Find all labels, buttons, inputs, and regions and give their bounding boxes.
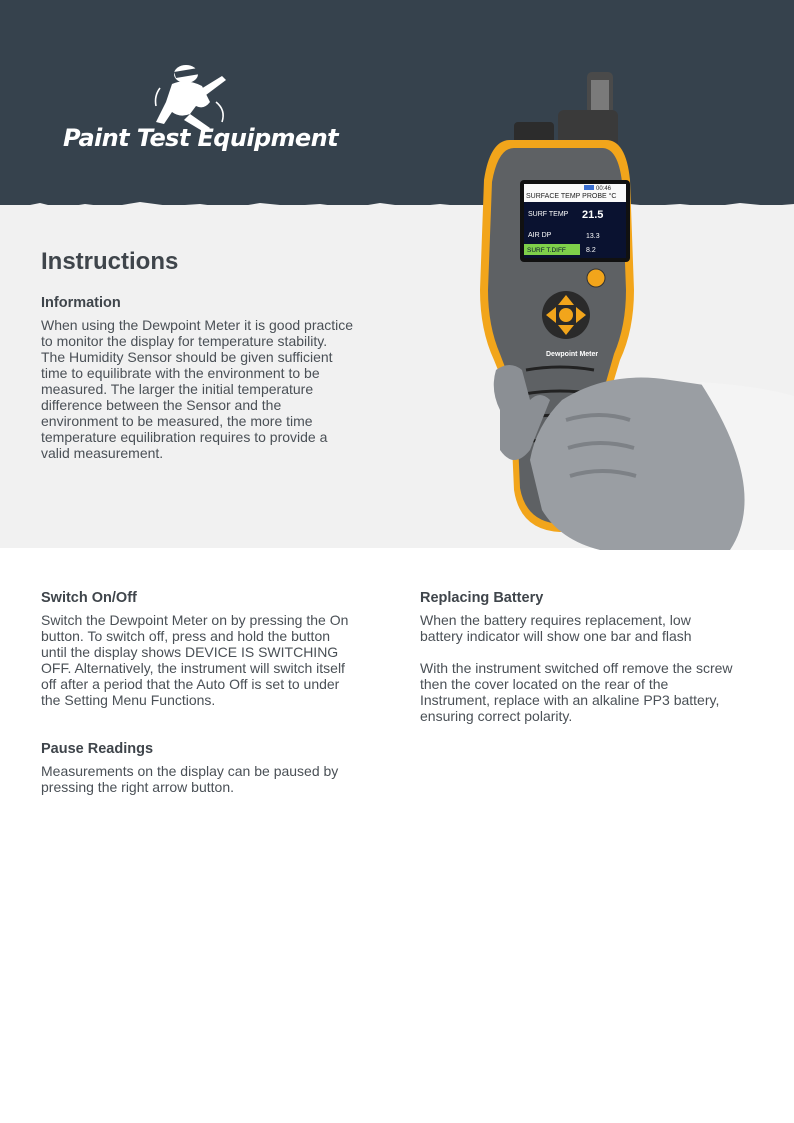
battery-line: ensuring correct polarity. — [420, 708, 573, 724]
information-heading: Information — [41, 295, 121, 311]
battery-line: When the battery requires replacement, low — [420, 612, 691, 628]
screen-row2-value: 8.2 — [586, 247, 596, 254]
home-button-icon — [587, 269, 605, 287]
switch-section — [41, 590, 381, 708]
brand-name: Paint Test Equipment — [63, 124, 338, 152]
screen-time: 00:46 — [596, 186, 612, 192]
device-label: Dewpoint Meter — [546, 351, 599, 358]
battery-line: Instrument, replace with an alkaline PP3 battery, — [420, 692, 720, 708]
information-line: environment to be measured, the more time — [41, 413, 313, 429]
pause-section — [41, 741, 381, 795]
information-line: When using the Dewpoint Meter it is good practice — [41, 317, 354, 333]
information-line: The Humidity Sensor should be given sufficient — [41, 349, 333, 365]
screen-main-value: 21.5 — [582, 209, 604, 221]
information-section — [41, 295, 381, 461]
battery-line: With the instrument switched off remove the screw — [420, 660, 733, 676]
information-line: time to equilibrate with the environment to be — [41, 365, 320, 381]
screen-row1-label: AIR DP — [528, 232, 552, 239]
pause-line: Measurements on the display can be paused by — [41, 763, 339, 779]
screen-main-label: SURF TEMP — [528, 211, 569, 218]
switch-line: OFF. Alternatively, the instrument will switch itself — [41, 660, 345, 676]
switch-line: button. To switch off, press and hold the button — [41, 628, 331, 644]
information-line: difference between the Sensor and the — [41, 397, 282, 413]
pause-heading: Pause Readings — [41, 741, 154, 757]
information-line: valid measurement. — [41, 445, 164, 461]
battery-line: battery indicator will show one bar and flash — [420, 628, 692, 644]
battery-line: then the cover located on the rear of the — [420, 676, 669, 692]
switch-line: until the display shows DEVICE IS SWITCHING — [41, 644, 339, 660]
pause-line: pressing the right arrow button. — [41, 779, 234, 795]
page-title: Instructions — [41, 248, 179, 275]
battery-icon — [584, 185, 594, 190]
battery-heading: Replacing Battery — [420, 590, 544, 606]
sensor-grille — [591, 80, 609, 110]
information-line: measured. The larger the initial temperature — [41, 381, 314, 397]
dewpoint-meter-image — [470, 70, 794, 550]
battery-section — [420, 590, 765, 724]
switch-heading: Switch On/Off — [41, 590, 137, 606]
information-line: to monitor the display for temperature stability. — [41, 333, 328, 349]
screen-row2-label: SURF T.DIFF — [527, 247, 566, 254]
switch-line: off after a period that the Auto Off is set to under — [41, 676, 340, 692]
power-button-icon — [559, 308, 573, 322]
switch-line: Switch the Dewpoint Meter on by pressing the On — [41, 612, 349, 628]
information-line: temperature equilibration requires to provide a — [41, 429, 328, 445]
screen-row1-value: 13.3 — [586, 233, 600, 240]
switch-line: the Setting Menu Functions. — [41, 692, 216, 708]
screen-header: SURFACE TEMP PROBE °C — [526, 193, 617, 200]
